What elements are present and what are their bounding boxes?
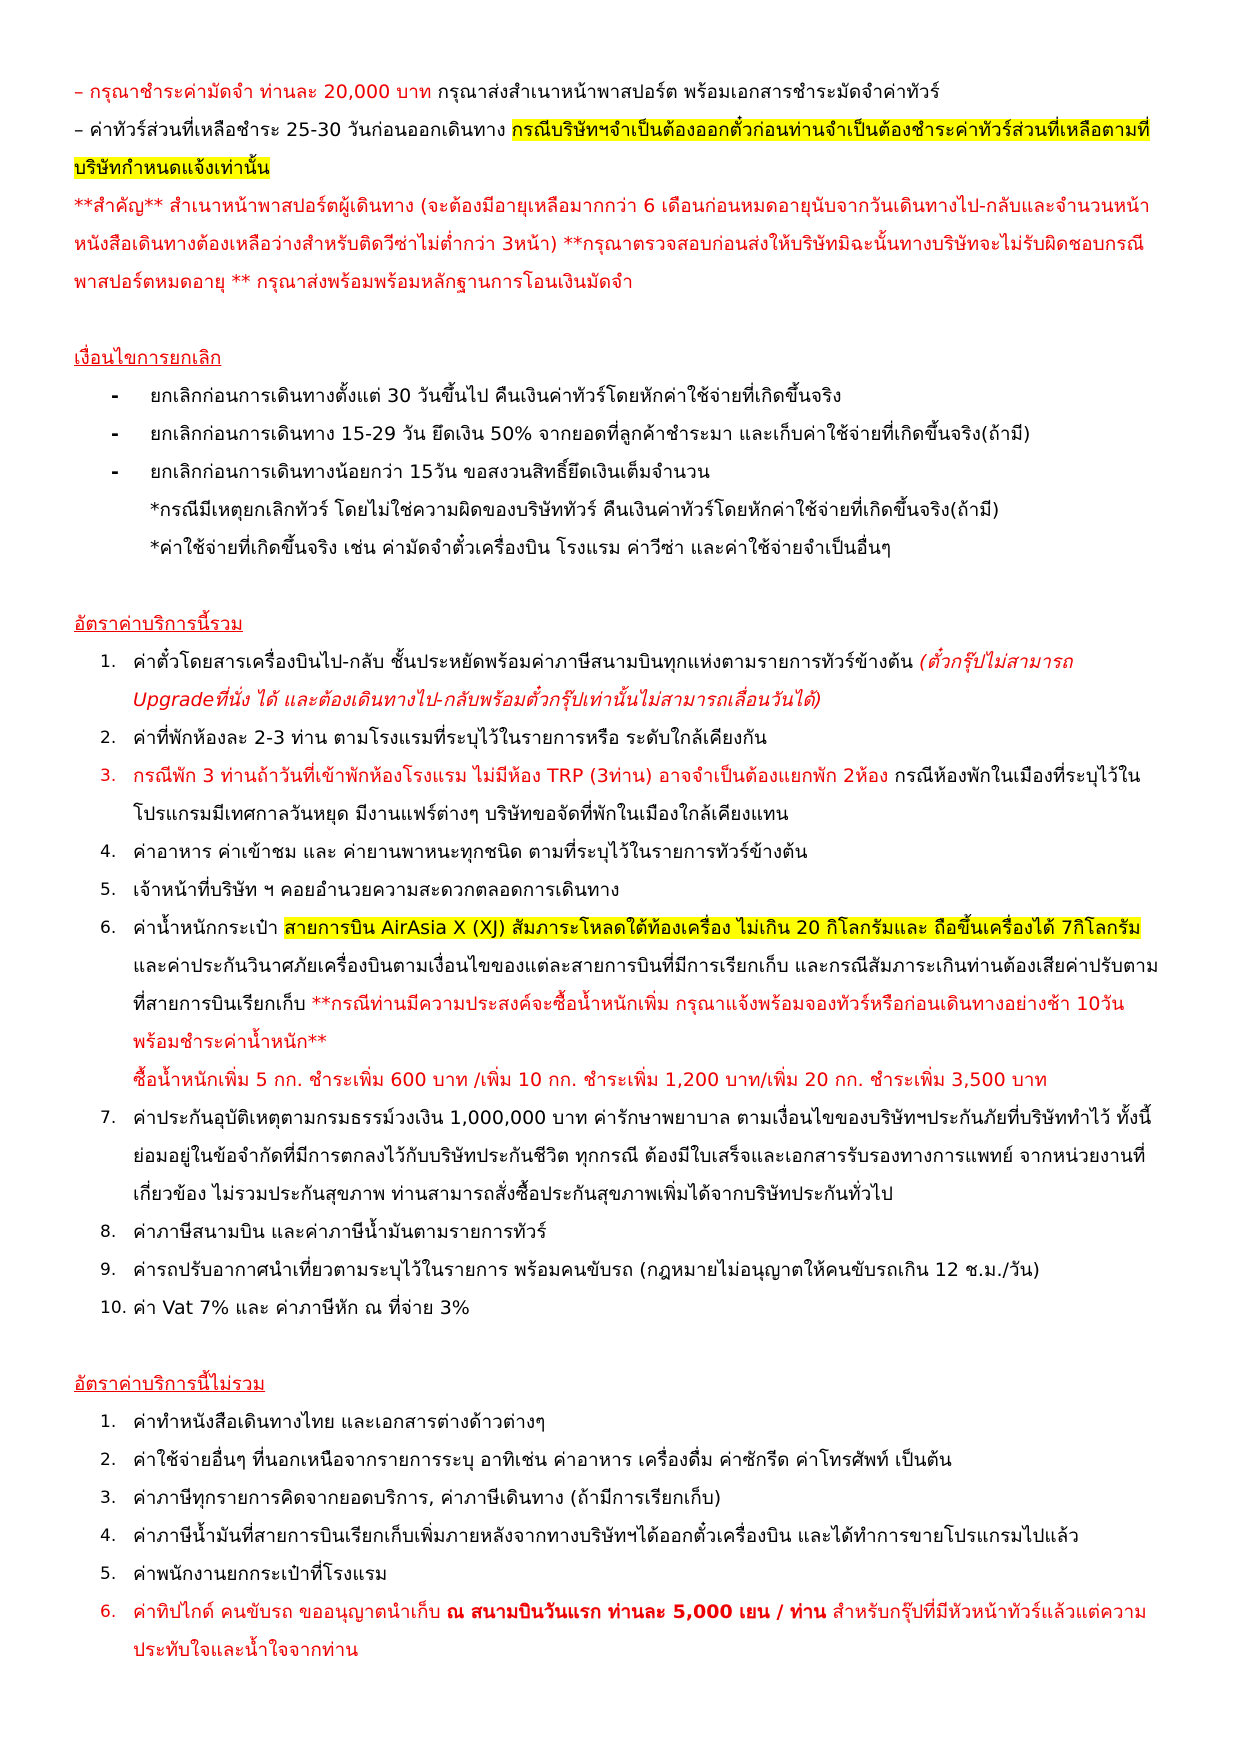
list-item [74, 1517, 1167, 1555]
list-item-text: ค่าพนักงานยกกระเป๋าที่โรงแรม [133, 1563, 388, 1585]
list-item [74, 643, 1167, 719]
list-item [74, 1441, 1167, 1479]
list-item-text: ค่ารถปรับอากาศนำเที่ยวตามระบุไว้ในรายการ พร้อมคนขับรถ (กฎหมายไม่อนุญาตให้คนขับรถเกิน 12 ช.ม./วัน) [133, 1259, 1040, 1281]
excluded-section [74, 1365, 1167, 1669]
list-item [74, 757, 1167, 833]
baggage-highlight: สายการบิน AirAsia X (XJ) สัมภาระโหลดใต้ท้องเครื่อง ไม่เกิน 20 กิโลกรัมและ ถือขึ้นเครื่องได้ 7กิโลกรัม [284, 917, 1141, 939]
list-item [74, 1251, 1167, 1289]
list-marker: 2. [100, 728, 117, 748]
list-marker: 3. [100, 766, 117, 786]
list-item-text: ค่าประกันอุบัติเหตุตามกรมธรรม์วงเงิน 1,000,000 บาท ค่ารักษาพยาบาล ตามเงื่อนไขของบริษัทฯประกันภัยที่บริษัททำไว้ ทั้งนี้ย่อมอยู่ในข้อจำกัดที่มีการตกลงไว้กับบริษัทประกันชีวิต ทุกกรณี ต้องมีใบเสร็จและเอกสารรับรองทางการแพทย์ จากหน่วยงานที่เกี่ยวข้อง ไม่รวมประกันสุขภาพ ท่านสามารถสั่งซื้อประกันสุขภาพเพิ่มได้จากบริษัทประกันทั่วไป [133, 1107, 1152, 1205]
list-marker: 5. [100, 1564, 117, 1584]
list-item-text: ค่า Vat 7% และ ค่าภาษีหัก ณ ที่จ่าย 3% [133, 1297, 470, 1319]
included-list [74, 643, 1167, 1327]
list-marker: 6. [100, 918, 117, 938]
balance-highlight: กรณีบริษัทฯจำเป็นต้องออกตั๋วก่อนท่านจำเป็นต้องชำระค่าทัวร์ส่วนที่เหลือตามที่บริษัทกำหนดแจ้งเท่านั้น [74, 119, 1150, 179]
list-item [74, 909, 1167, 1099]
excluded-list [74, 1403, 1167, 1669]
extra-baggage-prices: ซื้อน้ำหนักเพิ่ม 5 กก. ชำระเพิ่ม 600 บาท /เพิ่ม 10 กก. ชำระเพิ่ม 1,200 บาท/เพิ่ม 20 กก. ชำระเพิ่ม 3,500 บาท [133, 1069, 1047, 1091]
list-item-text: ค่าที่พักห้องละ 2-3 ท่าน ตามโรงแรมที่ระบุไว้ในรายการหรือ ระดับใกล้เคียงกัน [133, 727, 767, 749]
list-item [74, 415, 1167, 453]
list-marker: 10. [100, 1298, 128, 1318]
cancellation-note-1: *กรณีมีเหตุยกเลิกทัวร์ โดยไม่ใช่ความผิดของบริษัททัวร์ คืนเงินค่าทัวร์โดยหักค่าใช้จ่ายที่เกิดขึ้นจริง(ถ้ามี) [150, 499, 1000, 521]
excluded-heading: อัตราค่าบริการนี้ไม่รวม [74, 1373, 266, 1395]
list-marker: 6. [100, 1602, 117, 1622]
list-item-text: กรณีห้องพักในเมืองที่ระบุไว้ในโปรแกรมมีเทศกาลวันหยุด มีงานแฟร์ต่างๆ บริษัทขอจัดที่พักในเมืองใกล้เคียงแทน [133, 765, 1141, 825]
list-item [74, 1099, 1167, 1213]
list-item [74, 871, 1167, 909]
list-item-text: ค่าภาษีทุกรายการคิดจากยอดบริการ, ค่าภาษีเดินทาง (ถ้ามีการเรียกเก็บ) [133, 1487, 722, 1509]
list-marker: - [111, 385, 119, 407]
list-item-text: ค่าใช้จ่ายอื่นๆ ที่นอกเหนือจากรายการระบุ อาทิเช่น ค่าอาหาร เครื่องดื่ม ค่าซักรีด ค่าโทรศัพท์ เป็นต้น [133, 1449, 952, 1471]
included-heading: อัตราค่าบริการนี้รวม [74, 613, 244, 635]
deposit-instruction: กรุณาส่งสำเนาหน้าพาสปอร์ต พร้อมเอกสารชำระมัดจำค่าทัวร์ [431, 81, 940, 103]
list-item-red-text: **กรณีท่านมีความประสงค์จะซื้อน้ำหนักเพิ่ม กรุณาแจ้งพร้อมจองทัวร์หรือก่อนเดินทางอย่างช้า 10วัน พร้อมชำระค่าน้ำหนัก** [133, 993, 1125, 1053]
list-marker: 1. [100, 652, 117, 672]
list-marker: - [111, 461, 119, 483]
list-item [74, 377, 1167, 415]
list-item-text: ค่าอาหาร ค่าเข้าชม และ ค่ายานพาหนะทุกชนิด ตามที่ระบุไว้ในรายการทัวร์ข้างต้น [133, 841, 808, 863]
list-item [74, 719, 1167, 757]
list-item-red-text-2: สำหรับกรุ๊ปที่มีหัวหน้าทัวร์แล้วแต่ความประทับใจและน้ำใจจากท่าน [133, 1601, 1147, 1661]
cancellation-list [74, 377, 1167, 491]
passport-important-note: **สำคัญ** สำเนาหน้าพาสปอร์ตผู้เดินทาง (จะต้องมีอายุเหลือมากกว่า 6 เดือนก่อนหมดอายุนับจากวันเดินทางไป-กลับและจำนวนหน้าหนังสือเดินทางต้องเหลือว่างสำหรับติดวีซ่าไม่ต่ำกว่า 3หน้า) **กรุณาตรวจสอบก่อนส่งให้บริษัทมิฉะนั้นทางบริษัทจะไม่รับผิดชอบกรณีพาสปอร์ตหมดอายุ ** กรุณาส่งพร้อมพร้อมหลักฐานการโอนเงินมัดจำ [74, 195, 1150, 293]
list-item [74, 1593, 1167, 1669]
list-marker: 7. [100, 1108, 117, 1128]
included-section [74, 605, 1167, 1327]
cancellation-note-2: *ค่าใช้จ่ายที่เกิดขึ้นจริง เช่น ค่ามัดจำตั๋วเครื่องบิน โรงแรม ค่าวีซ่า และค่าใช้จ่ายจำเป็นอื่นๆ [150, 537, 892, 559]
tip-amount: ณ สนามบินวันแรก ท่านละ 5,000 เยน / ท่าน [446, 1601, 827, 1623]
list-marker: 1. [100, 1412, 117, 1432]
list-item-text: ค่าน้ำหนักกระเป๋า [133, 917, 285, 939]
list-item-text: ค่าตั๋วโดยสารเครื่องบินไป-กลับ ชั้นประหยัดพร้อมค่าภาษีสนามบินทุกแห่งตามรายการทัวร์ข้างต้น [133, 651, 920, 673]
list-item-red-text: กรณีพัก 3 ท่านถ้าวันที่เข้าพักห้องโรงแรม ไม่มีห้อง TRP (3ท่าน) อาจจำเป็นต้องแยกพัก 2ห้อง [133, 765, 889, 787]
list-marker: 9. [100, 1260, 117, 1280]
list-item-red-text: (ตั๋วกรุ๊ปไม่สามารถ Upgradeที่นั่ง ได้ และต้องเดินทางไป-กลับพร้อมตั๋วกรุ๊ปเท่านั้นไม่สามารถเลื่อนวันได้) [133, 651, 1073, 711]
list-item [74, 833, 1167, 871]
list-marker: 4. [100, 842, 117, 862]
list-item-text: ค่าทำหนังสือเดินทางไทย และเอกสารต่างด้าวต่างๆ [133, 1411, 546, 1433]
list-item [74, 1213, 1167, 1251]
list-marker: - [111, 423, 119, 445]
list-marker: 8. [100, 1222, 117, 1242]
deposit-section [74, 73, 1167, 301]
cancellation-section [74, 339, 1167, 567]
list-item-text: ค่าภาษีน้ำมันที่สายการบินเรียกเก็บเพิ่มภายหลังจากทางบริษัทฯได้ออกตั๋วเครื่องบิน และได้ทำการขายโปรแกรมไปแล้ว [133, 1525, 1079, 1547]
list-item-text: ยกเลิกก่อนการเดินทางน้อยกว่า 15วัน ขอสงวนสิทธิ์ยึดเงินเต็มจำนวน [150, 461, 710, 483]
list-item-red-text: ค่าทิปไกด์ คนขับรถ ขออนุญาตนำเก็บ [133, 1601, 447, 1623]
cancellation-heading: เงื่อนไขการยกเลิก [74, 347, 222, 369]
list-marker: 5. [100, 880, 117, 900]
list-item-text-2: และค่าประกันวินาศภัยเครื่องบินตามเงื่อนไขของแต่ละสายการบินที่มีการเรียกเก็บ และกรณีสัมภาระเกินท่านต้องเสียค่าปรับตามที่สายการบินเรียกเก็บ [133, 955, 1159, 1015]
list-marker: 4. [100, 1526, 117, 1546]
list-item [74, 1403, 1167, 1441]
balance-text: – ค่าทัวร์ส่วนที่เหลือชำระ 25-30 วันก่อนออกเดินทาง [74, 119, 512, 141]
list-item-text: ยกเลิกก่อนการเดินทาง 15-29 วัน ยึดเงิน 50% จากยอดที่ลูกค้าชำระมา และเก็บค่าใช้จ่ายที่เกิดขึ้นจริง(ถ้ามี) [150, 423, 1031, 445]
list-marker: 2. [100, 1450, 117, 1470]
list-marker: 3. [100, 1488, 117, 1508]
list-item [74, 1479, 1167, 1517]
list-item-text: ยกเลิกก่อนการเดินทางตั้งแต่ 30 วันขึ้นไป คืนเงินค่าทัวร์โดยหักค่าใช้จ่ายที่เกิดขึ้นจริง [150, 385, 842, 407]
list-item-text: ค่าภาษีสนามบิน และค่าภาษีน้ำมันตามรายการทัวร์ [133, 1221, 547, 1243]
deposit-line [74, 73, 1167, 111]
list-item [74, 1289, 1167, 1327]
list-item [74, 453, 1167, 491]
deposit-amount: – กรุณาชำระค่ามัดจำ ท่านละ 20,000 บาท [74, 81, 432, 103]
balance-line [74, 111, 1167, 187]
list-item [74, 1555, 1167, 1593]
list-item-text: เจ้าหน้าที่บริษัท ฯ คอยอำนวยความสะดวกตลอดการเดินทาง [133, 879, 620, 901]
